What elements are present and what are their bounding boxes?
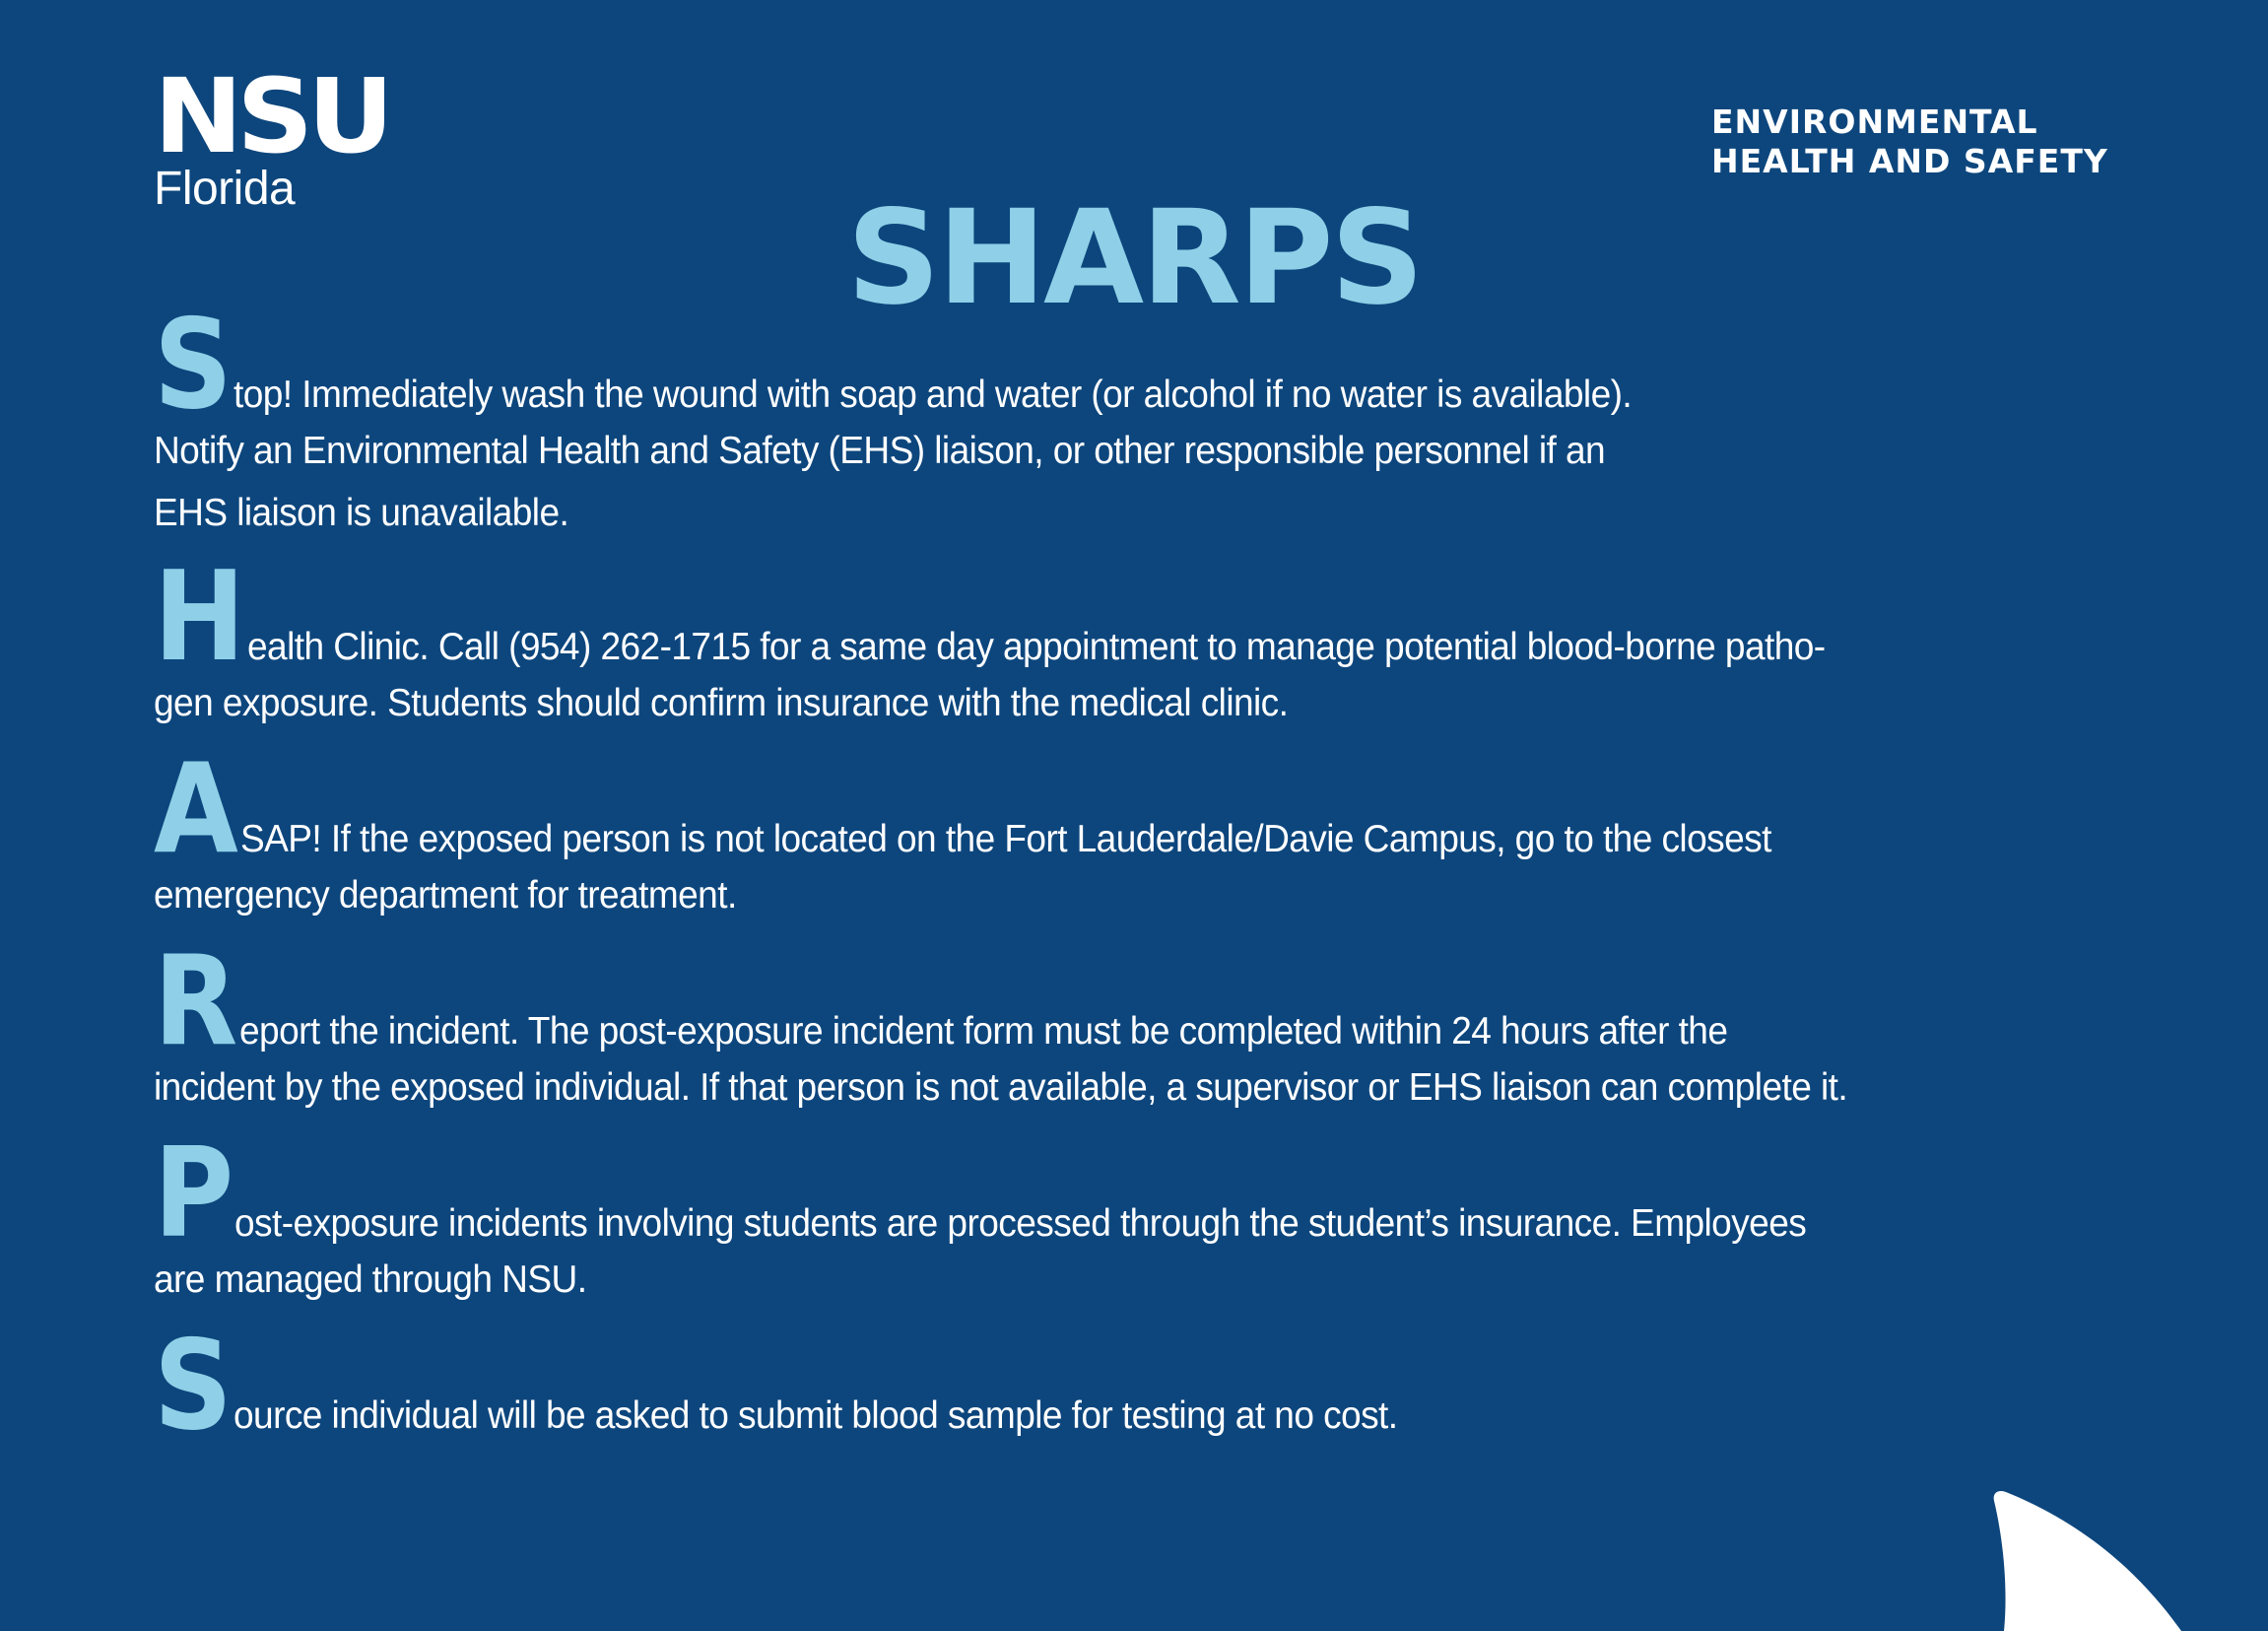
section-health-clinic — [154, 544, 2183, 734]
section-text-line: incident by the exposed individual. If that person is not available, a supervisor or EHS liaison can complete it. — [154, 1066, 1848, 1109]
drop-cap-s2: S — [154, 1313, 223, 1458]
department-line-1: ENVIRONMENTAL — [1711, 102, 2038, 141]
section-text-line: Notify an Environmental Health and Safety (EHS) liaison, or other responsible personnel if an — [154, 430, 1606, 472]
logo-florida-text: Florida — [154, 163, 296, 215]
section-text-line: ealth Clinic. Call (954) 262-1715 for a same day appointment to manage potential blood-borne patho- — [247, 626, 1827, 668]
nsu-florida-logo — [154, 56, 388, 215]
drop-cap-s: S — [154, 292, 223, 437]
section-source — [154, 1313, 2183, 1458]
drop-cap-h: H — [154, 544, 235, 689]
section-stop — [154, 292, 2183, 544]
logo-nsu-text: NSU — [154, 56, 388, 176]
drop-cap-a: A — [154, 736, 229, 881]
drop-cap-p: P — [154, 1121, 224, 1265]
sharps-acronym-list — [154, 292, 2183, 1458]
section-text-line: EHS liaison is unavailable. — [154, 492, 569, 534]
section-text-line: SAP! If the exposed person is not located on the Fort Lauderdale/Davie Campus, go to the closest — [239, 818, 1771, 860]
section-text-line: are managed through NSU. — [154, 1258, 587, 1301]
department-name — [1711, 102, 2108, 181]
shark-fin-icon — [1988, 1483, 2225, 1631]
page-title: SHARPS — [846, 182, 1422, 334]
section-text-line: emergency department for treatment. — [154, 874, 737, 917]
section-text-line: top! Immediately wash the wound with soap and water (or alcohol if no water is available). — [233, 374, 1632, 416]
section-text-line: ource individual will be asked to submit blood sample for testing at no cost. — [233, 1394, 1398, 1437]
section-asap — [154, 736, 2183, 926]
section-post-exposure — [154, 1121, 2183, 1311]
section-report — [154, 928, 2183, 1119]
section-text-line: gen exposure. Students should confirm insurance with the medical clinic. — [154, 682, 1289, 724]
department-line-2: HEALTH AND SAFETY — [1711, 142, 2108, 180]
section-text-line: eport the incident. The post-exposure incident form must be completed within 24 hours after the — [239, 1010, 1728, 1053]
drop-cap-r: R — [154, 928, 228, 1073]
section-text-line: ost-exposure incidents involving students are processed through the student’s insurance. Employees — [234, 1202, 1807, 1245]
